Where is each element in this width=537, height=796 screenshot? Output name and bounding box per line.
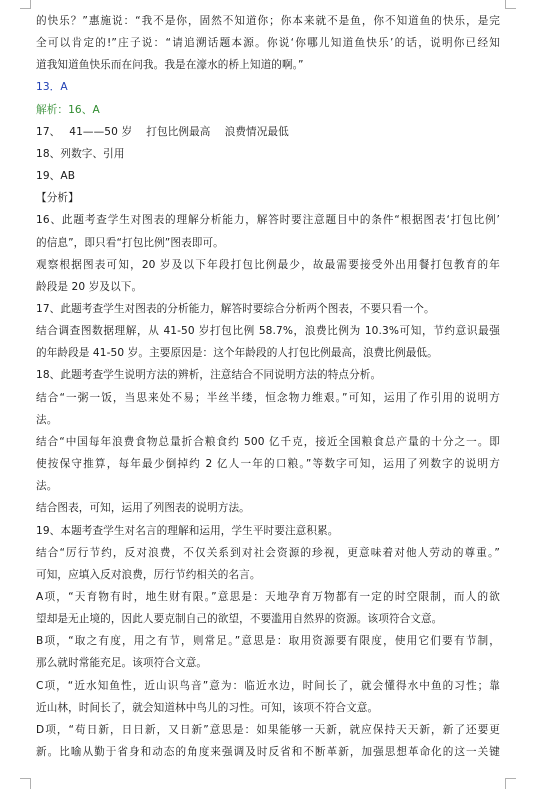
text-line: 17、 41——50 岁 打包比例最高 浪费情况最低 xyxy=(36,125,289,138)
text-line: 结合“中国每年浪费食物总量折合粮食约 500 亿千克，接近全国粮食总产量的十分之一。即 xyxy=(36,435,500,448)
text-line: 结合“厉行节约，反对浪费，不仅关系到对社会资源的珍视，更意味着对他人劳动的尊重。” xyxy=(36,546,500,559)
crop-mark-bottom-left xyxy=(20,778,31,789)
text-line: 法。 xyxy=(36,480,58,493)
text-line: D项，“苟日新，日日新，又日新”意思是：如果能够一天新，就应保持天天新，新了还要更 xyxy=(36,723,500,736)
text-line: 19、AB xyxy=(36,170,76,182)
text-line: 的快乐？”惠施说：“我不是你，固然不知道你；你本来就不是鱼，你不知道鱼的快乐，是完 xyxy=(36,15,500,27)
text-line: 龄段是 20 岁及以下。 xyxy=(36,280,143,293)
text-line: 结合图表，可知，运用了列图表的说明方法。 xyxy=(36,502,250,515)
text-line: 那么就时常能充足。该项符合文意。 xyxy=(36,657,208,670)
text-line: 16、此题考查学生对图表的理解分析能力，解答时要注意题目中的条件“根据图表‘打包比例’ xyxy=(36,214,500,227)
text-line: 18、列数字、引用 xyxy=(36,147,125,160)
text-line: 18、此题考查学生说明方法的辨析，注意结合不同说明方法的特点分析。 xyxy=(36,369,382,382)
text-line: 结合调查图数据理解，从 41-50 岁打包比例 58.7%，浪费比例为 10.3%可知，节约意识最强 xyxy=(36,325,500,338)
text-line: 17、此题考查学生对图表的分析能力，解答时要综合分析两个图表，不要只看一个。 xyxy=(36,302,435,315)
crop-mark-bottom-right xyxy=(505,778,516,789)
text-line: 观察根据图表可知，20 岁及以下年段打包比例最少，故最需要接受外出用餐打包教育的年 xyxy=(36,258,500,271)
text-line: 解析：16、A xyxy=(36,103,100,116)
text-line: 近山林，时间长了，就会知道林中鸟儿的习性。可知，该项不符合文意。 xyxy=(36,701,379,714)
text-line: 可知，应填入反对浪费，厉行节约相关的名言。 xyxy=(36,568,261,581)
text-line: 的信息”，即只看“打包比例”图表即可。 xyxy=(36,236,224,249)
text-line: 的年龄段是 41-50 岁。主要原因是：这个年龄段的人打包比例最高，浪费比例最低。 xyxy=(36,347,438,360)
text-line: 道我知道鱼快乐而在问我。我是在濠水的桥上知道的啊。” xyxy=(36,59,304,72)
text-line: 新。比喻从勤于省身和动态的角度来强调及时反省和不断革新，加强思想革命化的这一关键 xyxy=(36,745,500,758)
text-line: 结合“一粥一饭，当思来处不易；半丝半缕，恒念物力维艰。”可知，运用了作引用的说明方 xyxy=(36,391,500,404)
crop-mark-top-right xyxy=(505,0,516,9)
text-line: A项，“天育物有时，地生财有限。”意思是：天地孕育万物都有一定的时空限制，而人的欲 xyxy=(36,590,500,603)
text-line: 19、本题考查学生对名言的理解和运用，学生平时要注意积累。 xyxy=(36,524,339,537)
text-line: 13．A xyxy=(36,81,68,94)
text-line: 全可以肯定的!”庄子说：“请追溯话题本源。你说‘你哪儿知道鱼快乐’的话，说明你已经知 xyxy=(36,37,500,50)
text-line: 【分析】 xyxy=(36,192,79,205)
text-line: B项，“取之有度，用之有节，则常足。”意思是：取用资源要有限度，使用它们要有节制， xyxy=(36,635,500,648)
text-line: 使按保守推算，每年最少倒掉约 2 亿人一年的口粮。”等数字可知，运用了列数字的说明方 xyxy=(36,458,500,470)
crop-mark-top-left xyxy=(20,0,31,9)
text-line: 法。 xyxy=(36,413,58,426)
text-line: C项，“近水知鱼性，近山识鸟音”意为：临近水边，时间长了，就会懂得水中鱼的习性；靠 xyxy=(36,679,500,692)
text-line: 望却是无止境的，因此人要克制自己的欲望，不要滥用自然界的资源。该项符合文意。 xyxy=(36,613,443,625)
